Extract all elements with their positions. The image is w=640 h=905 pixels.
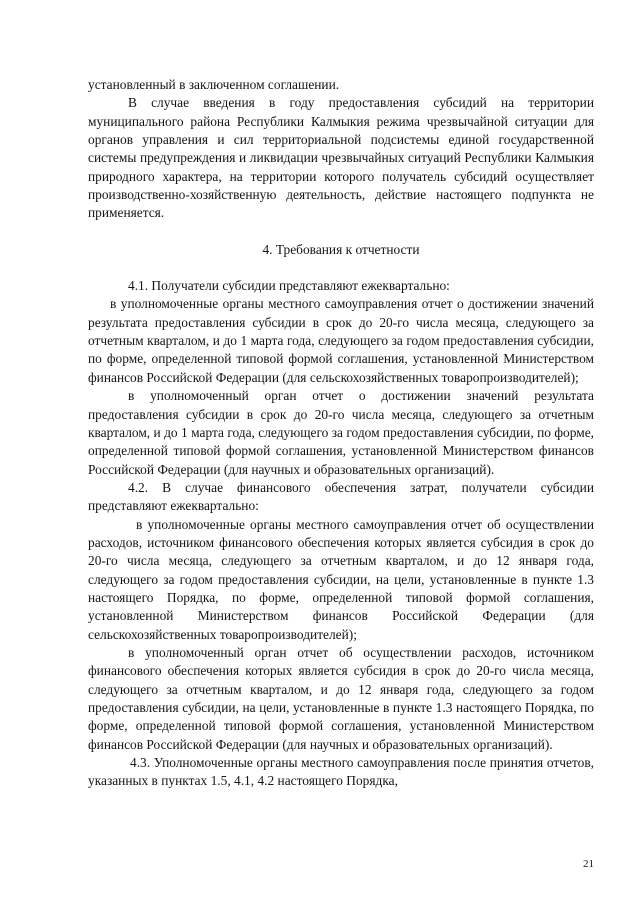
paragraph-continuation: установленный в заключенном соглашении. xyxy=(88,77,340,92)
paragraph-4-2-a: в уполномоченные органы местного самоуправления отчет об осуществлении расходов, источником финансового обеспечения которых является субсидия в срок до 20-го числа месяца, следующего за отчетным кварталом, и до 12 января года, следующего за годом предоставления субсидии, на цели, установленные в пункте 1.3 настоящего Порядка, по форме, определенной типовой формой соглашения, установленной Министерством финансов Российской Федерации (для сельскохозяйственных товаропроизводителей); xyxy=(88,516,594,642)
section-heading: 4. Требования к отчетности xyxy=(262,241,420,257)
document-body xyxy=(88,76,594,791)
paragraph-4-1-a: в уполномоченные органы местного самоуправления отчет о достижении значений результата предоставления субсидии в срок до 20-го числа месяца, следующего за отчетным кварталом, и до 1 марта года, следующего за годом предоставления субсидии, по форме, определенной типовой формой соглашения, установленной Министерством финансов Российской Федерации (для сельскохозяйственных товаропроизводителей); xyxy=(88,296,594,385)
paragraph-4-2-b: в уполномоченный орган отчет об осуществлении расходов, источником финансового обеспечения которых является субсидия в срок до 20-го числа месяца, следующего за отчетным кварталом, и до 12 января года, следующего за годом предоставления субсидии, на цели, установленные в пункте 1.3 настоящего Порядка, по форме, определенной типовой формой соглашения, установленной Министерством финансов Российской Федерации (для научных и образовательных организаций). xyxy=(88,644,594,752)
paragraph-4-2: 4.2. В случае финансового обеспечения затрат, получатели субсидии представляют ежеквартально: xyxy=(88,479,594,514)
paragraph-4-1: 4.1. Получатели субсидии представляют ежеквартально: xyxy=(128,278,450,294)
paragraph-4-1-b: в уполномоченный орган отчет о достижении значений результата предоставления субсидии в срок до 20-го числа месяца, следующего за отчетным кварталом, и до 1 марта года, следующего за годом предоставления субсидии, по форме, определенной типовой формой соглашения, установленной Министерством финансов Российской Федерации (для научных и образовательных организаций). xyxy=(88,388,594,477)
page-number: 21 xyxy=(583,858,594,870)
paragraph-emergency: В случае введения в году предоставления субсидий на территории муниципального района Республики Калмыкия режима чрезвычайной ситуации для органов управления и сил территориальной подсистемы единой государственной системы предупреждения и ликвидации чрезвычайных ситуаций Республики Калмыкия природного характера, на территории которого получатель субсидий осуществляет производственно-хозяйственную деятельность, действие настоящего подпункта не применяется. xyxy=(88,95,594,221)
paragraph-4-3: 4.3. Уполномоченные органы местного самоуправления после принятия отчетов, указанных в пунктах 1.5, 4.1, 4.2 настоящего Порядка, xyxy=(88,755,594,789)
